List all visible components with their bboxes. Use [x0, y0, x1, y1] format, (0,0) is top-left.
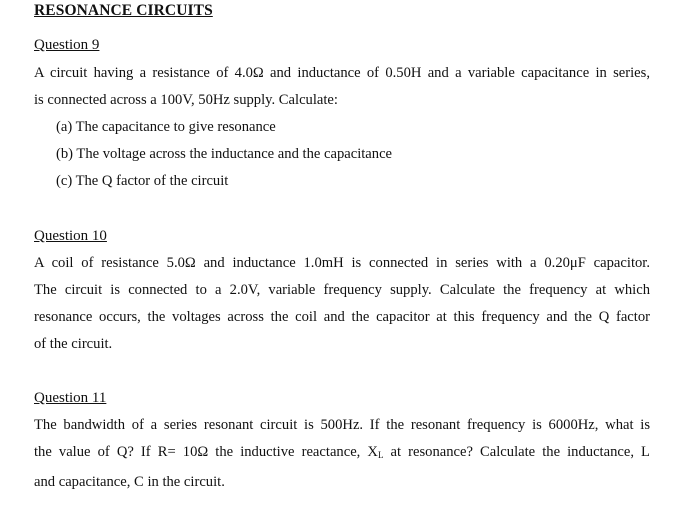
question-10-line-3: resonance occurs, the voltages across the coil and the capacitor at this frequency and the Q factor [34, 309, 650, 325]
question-9-text [34, 60, 650, 114]
question-11-text [34, 412, 650, 496]
question-9-item-c: (c) The Q factor of the circuit [56, 173, 229, 189]
question-11-line-2 [34, 439, 650, 469]
question-9-line-1: A circuit having a resistance of 4.0Ω and inductance of 0.50H and a variable capacitance in series, [34, 65, 650, 81]
reactance-subscript: L [377, 450, 384, 460]
question-9-line-2: is connected across a 100V, 50Hz supply. Calculate: [34, 92, 338, 108]
question-11-line-2-start: the value of Q? If R= 10Ω the inductive reactance, X [34, 444, 378, 460]
page-title: RESONANCE CIRCUITS [34, 2, 213, 19]
question-9-item-b: (b) The voltage across the inductance and the capacitance [56, 146, 393, 162]
question-11-line-1: The bandwidth of a series resonant circuit is 500Hz. If the resonant frequency is 6000Hz, what is [34, 417, 650, 433]
question-10-title: Question 10 [34, 228, 107, 244]
question-10-line-4: of the circuit. [34, 336, 113, 352]
question-9-item-a: (a) The capacitance to give resonance [56, 119, 276, 135]
question-10-text [34, 250, 650, 358]
question-11-line-2-end: at resonance? Calculate the inductance, L [383, 444, 650, 460]
question-9-title: Question 9 [34, 37, 100, 53]
question-11-title: Question 11 [34, 390, 107, 406]
question-11-line-3: and capacitance, C in the circuit. [34, 474, 225, 490]
question-10-line-2: The circuit is connected to a 2.0V, variable frequency supply. Calculate the frequency at which [34, 282, 650, 298]
question-10-line-1: A coil of resistance 5.0Ω and inductance 1.0mH is connected in series with a 0.20μF capacitor. [34, 255, 650, 271]
